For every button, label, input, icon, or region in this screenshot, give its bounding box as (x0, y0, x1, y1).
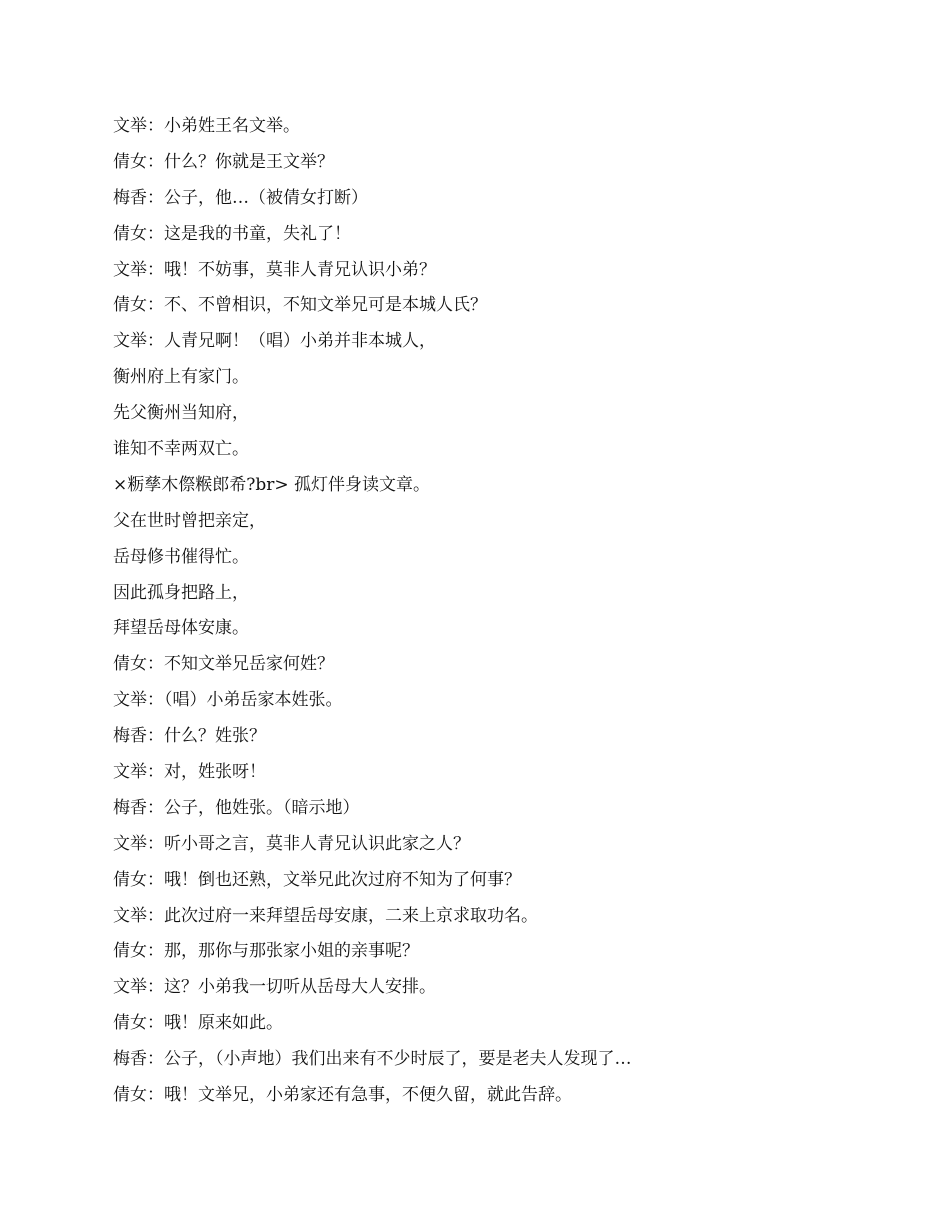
script-line: 文举：（唱）小弟岳家本姓张。 (113, 690, 343, 711)
script-line: ×粝孳木傺糇郎希?br> 孤灯伴身读文章。 (113, 474, 431, 495)
script-line: 父在世时曾把亲定， (113, 510, 266, 531)
script-line: 谁知不幸两双亡。 (113, 439, 249, 460)
script-line: 文举：这？小弟我一切听从岳母大人安排。 (113, 977, 436, 998)
script-line: 梅香：公子，（小声地）我们出来有不少时辰了，要是老夫人发现了… (113, 1049, 632, 1070)
script-line: 倩女：不、不曾相识，不知文举兄可是本城人氏？ (113, 295, 487, 316)
script-line: 文举：小弟姓王名文举。 (113, 116, 300, 136)
script-line: 倩女：这是我的书童，失礼了！ (113, 223, 351, 244)
script-line: 文举：对，姓张呀！ (113, 762, 266, 783)
script-text (113, 109, 873, 1114)
script-line: 梅香：公子，他…（被倩女打断） (113, 187, 368, 208)
script-line: 倩女：哦！原来如此。 (113, 1013, 283, 1034)
script-line: 文举：听小哥之言，莫非人青兄认识此家之人？ (113, 833, 470, 854)
script-line: 文举：此次过府一来拜望岳母安康，二来上京求取功名。 (113, 905, 538, 926)
script-line: 衡州府上有家门。 (113, 367, 249, 388)
script-line: 倩女：不知文举兄岳家何姓？ (113, 654, 334, 675)
script-line: 梅香：什么？姓张？ (113, 726, 266, 747)
script-line: 岳母修书催得忙。 (113, 546, 249, 567)
script-line: 倩女：那，那你与那张家小姐的亲事呢？ (113, 941, 419, 962)
script-line: 文举：哦！不妨事，莫非人青兄认识小弟？ (113, 259, 436, 280)
script-line: 倩女：哦！倒也还熟，文举兄此次过府不知为了何事？ (113, 869, 521, 890)
script-line: 梅香：公子，他姓张。（暗示地） (113, 797, 360, 818)
script-line: 倩女：什么？你就是王文举？ (113, 151, 334, 172)
script-line: 文举：人青兄啊！（唱）小弟并非本城人， (113, 331, 436, 352)
script-line: 先父衡州当知府， (113, 403, 249, 424)
script-line: 拜望岳母体安康。 (113, 618, 249, 639)
script-line: 倩女：哦！文举兄，小弟家还有急事，不便久留，就此告辞。 (113, 1085, 572, 1106)
script-line: 因此孤身把路上， (113, 582, 249, 603)
